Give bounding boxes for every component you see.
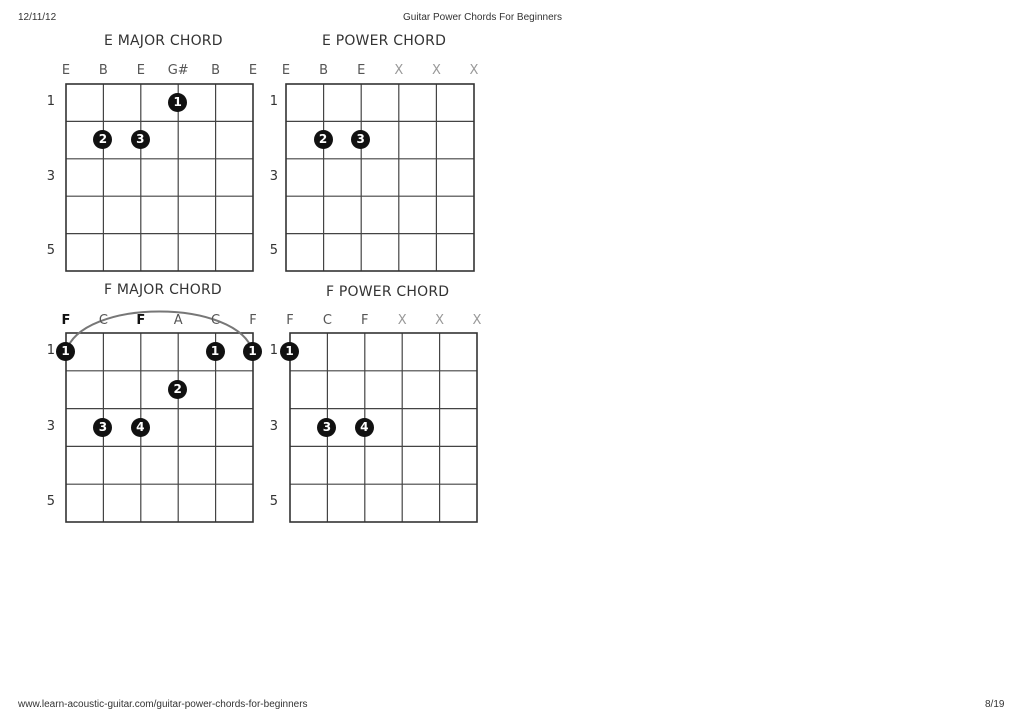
fret-number: 1 <box>269 93 278 109</box>
muted-string-label: X <box>431 63 441 78</box>
string-label: G# <box>167 63 189 78</box>
header-title: Guitar Power Chords For Beginners <box>403 12 562 23</box>
string-label: C <box>98 313 108 328</box>
finger-dot: 3 <box>93 418 112 437</box>
fret-number: 1 <box>46 342 55 358</box>
muted-string-label: X <box>472 313 482 328</box>
fret-number: 5 <box>269 494 278 510</box>
chord-title: F POWER CHORD <box>326 284 450 300</box>
finger-dot: 3 <box>317 418 336 437</box>
chord-title: E MAJOR CHORD <box>104 33 223 49</box>
string-label: F <box>61 313 71 328</box>
string-label: E <box>61 63 71 78</box>
string-label: F <box>286 313 294 328</box>
finger-dot: 3 <box>351 130 370 149</box>
muted-string-label: X <box>397 313 407 328</box>
string-label: E <box>136 63 145 78</box>
finger-dot: 4 <box>131 418 150 437</box>
finger-dot: 4 <box>355 418 374 437</box>
finger-dot: 1 <box>280 342 299 361</box>
footer-page-number: 8/19 <box>985 699 1005 710</box>
string-label: F <box>361 313 369 328</box>
fret-number: 5 <box>46 494 55 510</box>
fret-number: 3 <box>46 418 55 434</box>
fret-number: 1 <box>46 93 55 109</box>
muted-string-label: X <box>394 63 404 78</box>
string-label: C <box>211 313 221 328</box>
string-label: B <box>211 63 221 78</box>
fret-number: 1 <box>269 342 278 358</box>
string-label: C <box>322 313 332 328</box>
fret-number: 5 <box>269 243 278 259</box>
fret-number: 3 <box>269 168 278 184</box>
string-label: E <box>281 63 291 78</box>
header-date: 12/11/12 <box>18 12 57 23</box>
muted-string-label: X <box>435 313 445 328</box>
finger-dot: 1 <box>243 342 262 361</box>
finger-dot: 1 <box>56 342 75 361</box>
footer-url: www.learn-acoustic-guitar.com/guitar-power-chords-for-beginners <box>18 699 308 710</box>
string-label: B <box>319 63 329 78</box>
string-label: B <box>98 63 108 78</box>
finger-dot: 1 <box>168 93 187 112</box>
finger-dot: 2 <box>168 380 187 399</box>
finger-dot: 1 <box>206 342 225 361</box>
finger-dot: 3 <box>131 130 150 149</box>
string-label: E <box>248 63 258 78</box>
fret-number: 3 <box>269 418 278 434</box>
string-label: A <box>173 313 183 328</box>
string-label: E <box>357 63 366 78</box>
finger-dot: 2 <box>93 130 112 149</box>
fret-number: 5 <box>46 243 55 259</box>
finger-dot: 2 <box>314 130 333 149</box>
string-label: F <box>136 313 146 328</box>
fret-number: 3 <box>46 168 55 184</box>
chord-title: E POWER CHORD <box>322 33 447 49</box>
muted-string-label: X <box>469 63 479 78</box>
string-label: F <box>249 313 257 328</box>
chord-title: F MAJOR CHORD <box>104 282 222 298</box>
